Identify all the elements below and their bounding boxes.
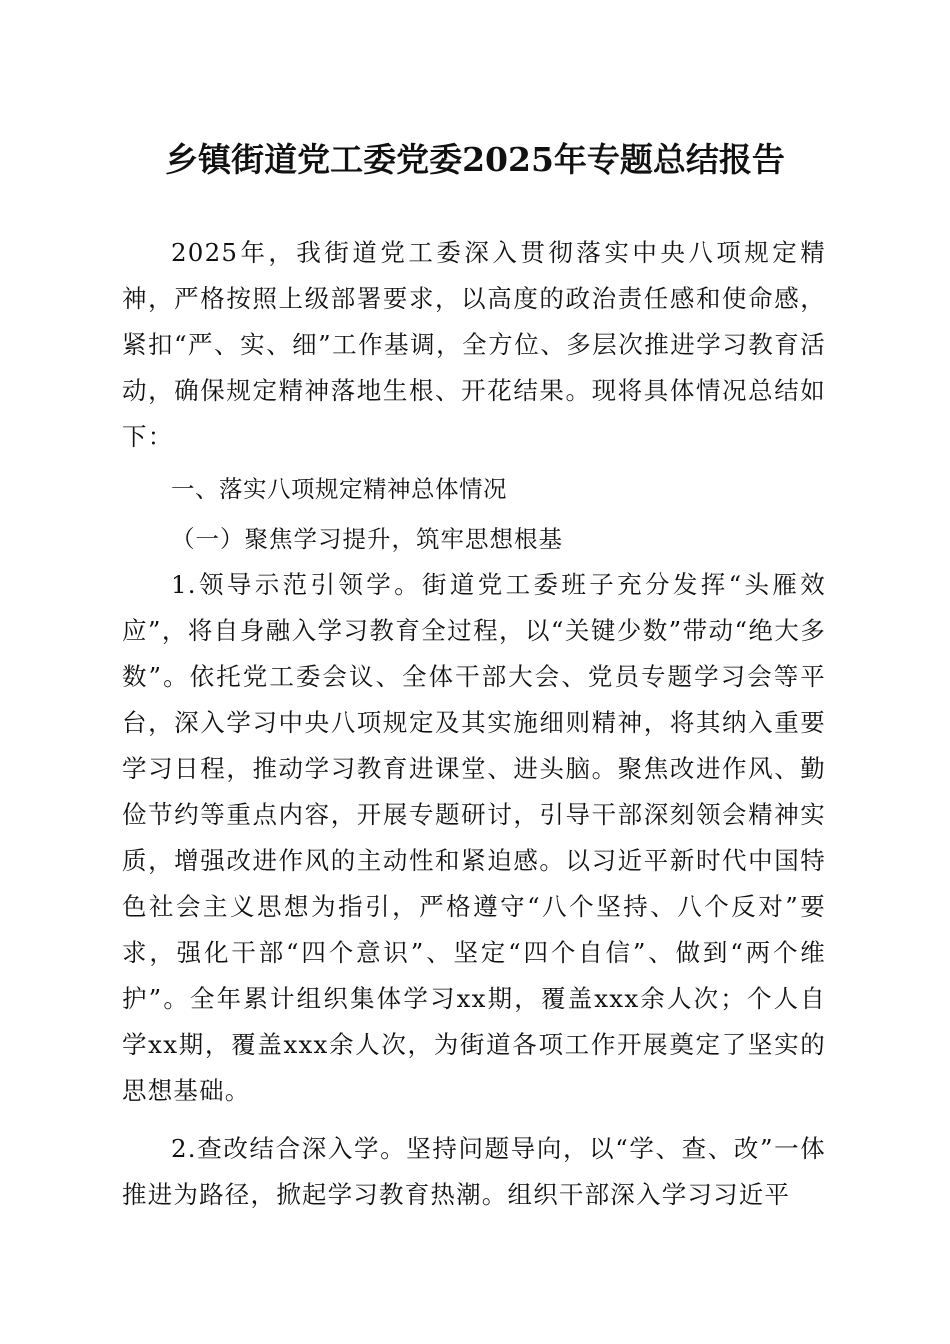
- document-title: 乡镇街道党工委党委2025年专题总结报告: [165, 140, 785, 179]
- item-paragraph-2: 2.查改结合深入学。坚持问题导向，以“学、查、改”一体推进为路径，掀起学习教育热潮。组织干部深入学习习近平: [122, 1134, 826, 1209]
- document-body: [122, 230, 826, 1218]
- subsection-heading: （一）聚焦学习提升，筑牢思想根基: [171, 525, 563, 553]
- section-heading: 一、落实八项规定精神总体情况: [171, 475, 507, 503]
- item-paragraph-1: 1.领导示范引领学。街道党工委班子充分发挥“头雁效应”，将自身融入学习教育全过程，以“关键少数”带动“绝大多数”。依托党工委会议、全体干部大会、党员专题学习会等平台，深入学习中央八项规定及其实施细则精神，将其纳入重要学习日程，推动学习教育进课堂、进头脑。聚焦改进作风、勤俭节约等重点内容，开展专题研讨，引导干部深刻领会精神实质，增强改进作风的主动性和紧迫感。以习近平新时代中国特色社会主义思想为指引，严格遵守“八个坚持、八个反对”要求，强化干部“四个意识”、坚定“四个自信”、做到“两个维护”。全年累计组织集体学习xx期，覆盖xxx余人次；个人自学xx期，覆盖xxx余人次，为街道各项工作开展奠定了坚实的思想基础。: [122, 570, 826, 1105]
- intro-paragraph: 2025年，我街道党工委深入贯彻落实中央八项规定精神，严格按照上级部署要求，以高度的政治责任感和使命感，紧扣“严、实、细”工作基调，全方位、多层次推进学习教育活动，确保规定精神落地生根、开花结果。现将具体情况总结如下：: [122, 238, 826, 451]
